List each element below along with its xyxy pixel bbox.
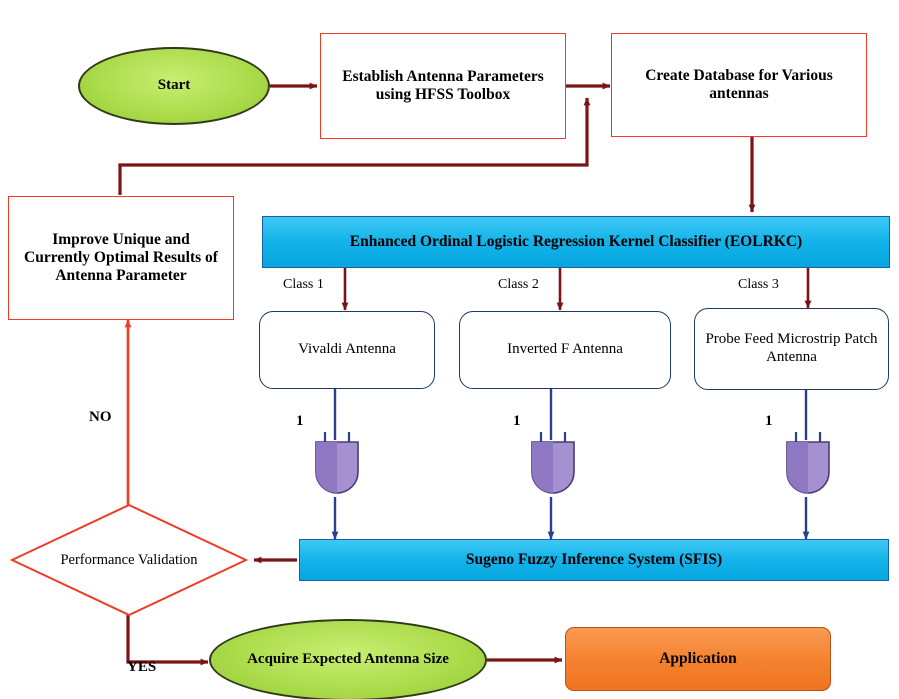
performance-validation-label: Performance Validation (60, 551, 198, 568)
label-gate-1-input: 1 (296, 413, 304, 429)
node-improve-results[interactable]: Improve Unique and Currently Optimal Results of Antenna Parameter (8, 196, 234, 320)
node-create-database[interactable]: Create Database for Various antennas (611, 33, 867, 137)
label-no: NO (89, 409, 112, 425)
label-class-2: Class 2 (498, 277, 539, 292)
label-class-3: Class 3 (738, 277, 779, 292)
label-class-1: Class 1 (283, 277, 324, 292)
logic-gate-1 (306, 432, 368, 500)
node-establish-antenna-parameters[interactable]: Establish Antenna Parameters using HFSS Toolbox (320, 33, 566, 139)
node-sugeno-fuzzy-inference-system[interactable]: Sugeno Fuzzy Inference System (SFIS) (299, 539, 889, 581)
logic-gate-3 (777, 432, 839, 500)
node-probe-feed-microstrip-patch-antenna[interactable]: Probe Feed Microstrip Patch Antenna (694, 308, 889, 390)
node-performance-validation[interactable] (10, 503, 248, 617)
node-vivaldi-antenna[interactable]: Vivaldi Antenna (259, 311, 435, 389)
node-eolrkc-classifier[interactable]: Enhanced Ordinal Logistic Regression Kernel Classifier (EOLRKC) (262, 216, 890, 268)
node-acquire-expected-antenna-size[interactable]: Acquire Expected Antenna Size (209, 619, 487, 699)
label-gate-2-input: 1 (513, 413, 521, 429)
label-gate-3-input: 1 (765, 413, 773, 429)
node-inverted-f-antenna[interactable]: Inverted F Antenna (459, 311, 671, 389)
logic-gate-2 (522, 432, 584, 500)
node-start[interactable]: Start (78, 47, 270, 125)
node-application[interactable]: Application (565, 627, 831, 691)
label-yes: YES (127, 659, 157, 675)
